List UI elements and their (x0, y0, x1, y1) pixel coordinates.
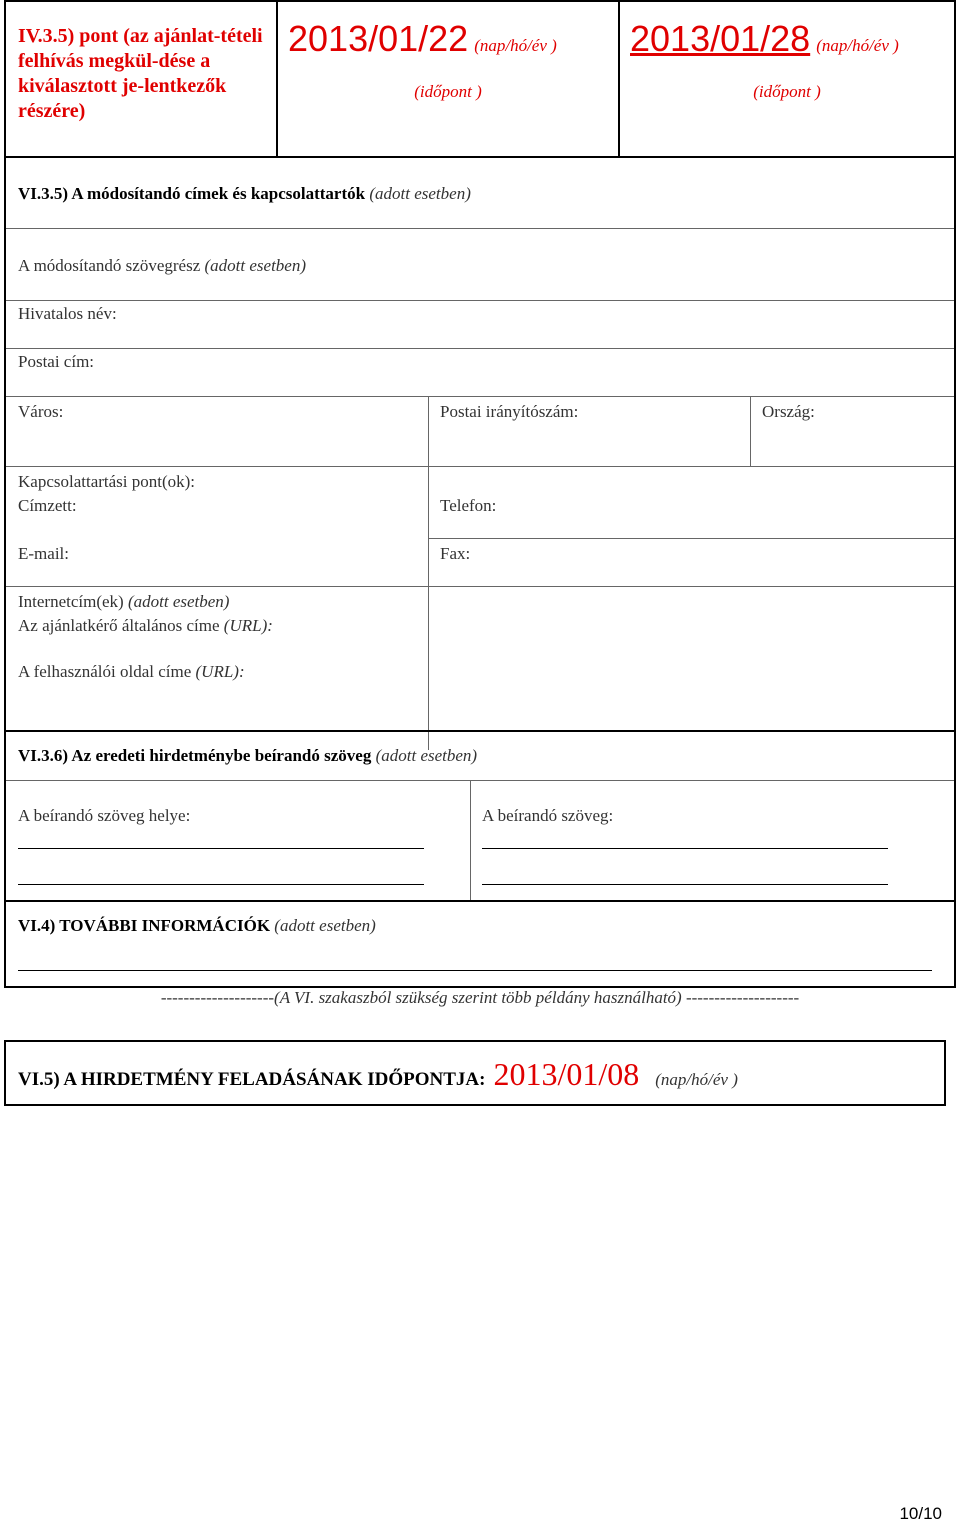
separator-note: --------------------(A VI. szakaszból szükség szerint több példány használható) -------------------- (160, 988, 800, 1007)
date1-time: (időpont ) (414, 82, 482, 101)
phone-label: Telefon: (440, 496, 497, 515)
insert-text-line-2 (482, 884, 888, 885)
text-part-label: A módosítandó szövegrész (adott esetben) (18, 256, 306, 275)
section-vi5-row (18, 1056, 738, 1093)
header-section-title: IV.3.5) pont (az ajánlat-tételi felhívás megkül-dése a kiválasztott je-lentkezők részére) (18, 25, 263, 122)
date1-value: 2013/01/22 (288, 18, 469, 59)
insert-place-line-1 (18, 848, 424, 849)
section-vi36-box (4, 730, 956, 902)
page-number: 10/10 (899, 1504, 942, 1523)
email-label: E-mail: (18, 544, 69, 563)
header-date1-cell (276, 0, 620, 158)
section-vi35-title: VI.3.5) A módosítandó címek és kapcsolattartók (adott esetben) (18, 184, 471, 203)
addressee-label: Címzett: (18, 496, 77, 515)
section-vi5-date: 2013/01/08 (493, 1056, 640, 1092)
insert-text-label: A beírandó szöveg: (482, 806, 614, 825)
info-line (18, 970, 932, 971)
date1-row (288, 18, 557, 60)
header-date2-cell (618, 0, 956, 158)
date2-value: 2013/01/28 (630, 18, 811, 59)
insert-text-line-1 (482, 848, 888, 849)
postal-code-label: Postai irányítószám: (440, 402, 579, 421)
section-vi4-title: VI.4) TOVÁBBI INFORMÁCIÓK (adott esetben) (18, 916, 376, 935)
section-vi5-box (4, 1040, 946, 1106)
buyer-profile-label: A felhasználói oldal címe (URL): (18, 662, 245, 681)
section-vi4-box (4, 900, 956, 988)
date2-format: (nap/hó/év ) (816, 36, 899, 55)
general-address-label: Az ajánlatkérő általános címe (URL): (18, 616, 273, 635)
date2-time: (időpont ) (753, 82, 821, 101)
date2-row (630, 18, 899, 60)
insert-place-label: A beírandó szöveg helye: (18, 806, 191, 825)
header-section-cell (4, 0, 278, 158)
section-vi5-date-format: (nap/hó/év ) (655, 1070, 738, 1089)
date1-format: (nap/hó/év ) (474, 36, 557, 55)
section-vi5-title: VI.5) A HIRDETMÉNY FELADÁSÁNAK IDŐPONTJA: (18, 1069, 486, 1090)
official-name-label: Hivatalos név: (18, 304, 117, 323)
postal-address-label: Postai cím: (18, 352, 95, 371)
section-vi35-box (4, 156, 956, 732)
country-label: Ország: (762, 402, 815, 421)
section-vi36-title: VI.3.6) Az eredeti hirdetménybe beírandó szöveg (adott esetben) (18, 746, 478, 765)
contact-points-label: Kapcsolattartási pont(ok): (18, 472, 196, 491)
fax-label: Fax: (440, 544, 471, 563)
internet-label: Internetcím(ek) (adott esetben) (18, 592, 230, 611)
insert-place-line-2 (18, 884, 424, 885)
city-label: Város: (18, 402, 64, 421)
